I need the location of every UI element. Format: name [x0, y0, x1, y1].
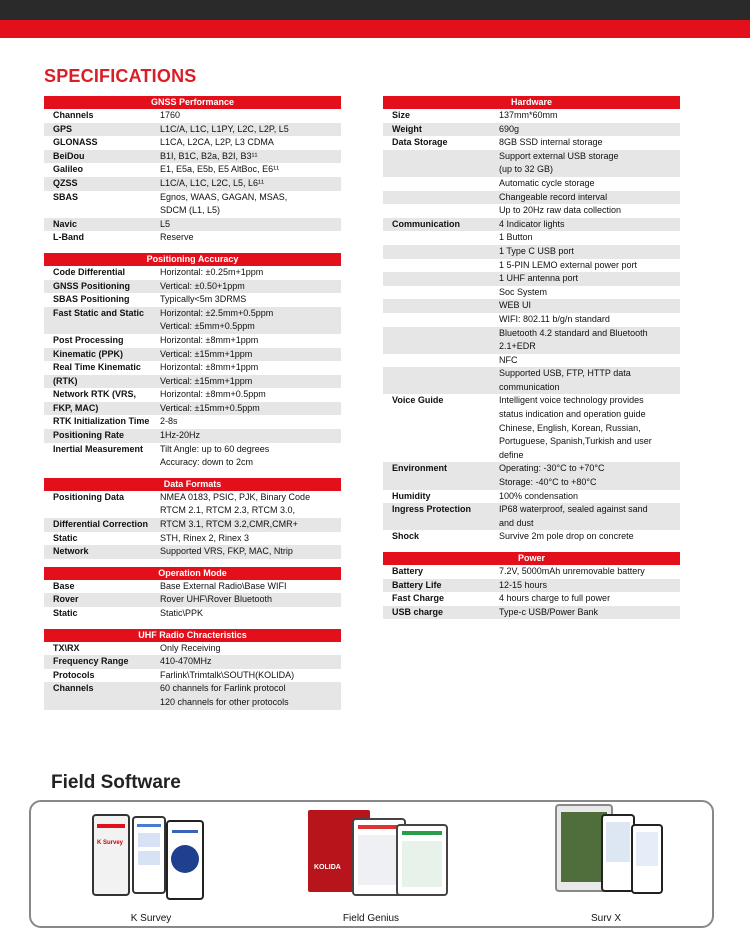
field-genius-label: Field Genius	[342, 913, 400, 924]
spec-row	[383, 136, 680, 150]
spec-key: Voice Guide	[392, 395, 444, 406]
spec-value-line: Horizontal: ±8mm+1ppm	[160, 362, 259, 373]
spec-section	[44, 478, 341, 559]
spec-value	[499, 245, 680, 259]
spec-row	[383, 606, 680, 620]
spec-value-line: 690g	[499, 123, 520, 134]
spec-value-line: Horizontal: ±8mm+1ppm	[160, 334, 259, 345]
spec-row	[44, 375, 341, 389]
surv-x-phone-2	[631, 824, 663, 894]
spec-key: RTK Initialization Time	[53, 416, 150, 427]
spec-value-line: Portuguese, Spanish,Turkish and user	[499, 436, 652, 447]
spec-value	[160, 415, 341, 429]
spec-row	[44, 402, 341, 416]
k-survey-phone-mid	[132, 816, 166, 894]
spec-value-line: Static\PPK	[160, 608, 204, 618]
spec-value-line: Storage: -40°C to +80°C	[499, 477, 597, 488]
spec-row	[44, 388, 341, 402]
spec-value-line: 12-15 hours	[499, 579, 548, 590]
spec-row	[44, 580, 341, 594]
spec-key	[383, 150, 499, 177]
spec-key: Ingress Protection	[392, 504, 472, 515]
spec-row	[383, 286, 680, 300]
spec-value-line: 2.1+EDR	[499, 341, 536, 352]
spec-value	[160, 191, 341, 218]
spec-value-line: and dust	[499, 517, 534, 528]
spec-row	[44, 218, 341, 232]
spec-value-line: L1CA, L2CA, L2P, L3 CDMA	[160, 137, 274, 148]
spec-value-line: 7.2V, 5000mAh unremovable battery	[499, 566, 645, 576]
spec-value	[160, 682, 341, 709]
spec-value	[499, 490, 680, 504]
spec-value	[499, 136, 680, 150]
spec-value	[160, 123, 341, 137]
spec-value-line: Horizontal: ±8mm+0.5ppm	[160, 389, 266, 400]
k-survey-logo: K Survey	[97, 840, 124, 846]
spec-key	[383, 327, 499, 354]
spec-value	[160, 177, 341, 191]
spec-value-line: 2-8s	[160, 416, 178, 427]
spec-value	[499, 354, 680, 368]
spec-row	[383, 245, 680, 259]
spec-section	[383, 552, 680, 619]
spec-value	[160, 231, 341, 245]
spec-value-line: 100% condensation	[499, 490, 579, 501]
spec-row	[383, 177, 680, 191]
spec-value	[499, 394, 680, 462]
field-software-title: Field Software	[51, 772, 181, 793]
spec-section	[383, 96, 680, 544]
surv-x-label: Surv X	[590, 913, 621, 924]
spec-value-line: Rover UHF\Rover Bluetooth	[160, 594, 273, 605]
k-survey-phone-back	[92, 814, 130, 896]
spec-key	[383, 245, 499, 259]
spec-value-line: L5	[160, 218, 171, 229]
spec-value	[160, 150, 341, 164]
surv-x-item	[531, 802, 681, 926]
field-genius-screen-2	[396, 824, 448, 896]
spec-value	[499, 123, 680, 137]
spec-key: Rover	[53, 594, 79, 605]
spec-row	[44, 293, 341, 307]
spec-value	[499, 462, 680, 489]
spec-value-line: RTCM 3.1, RTCM 3.2,CMR,CMR+	[160, 519, 298, 530]
spec-row	[383, 218, 680, 232]
spec-value-line: Supported USB, FTP, HTTP data	[499, 368, 631, 379]
spec-value	[499, 579, 680, 593]
spec-row	[44, 109, 341, 123]
spec-key: Inertial Measurement	[53, 443, 144, 454]
spec-value	[160, 443, 341, 470]
spec-value	[160, 136, 341, 150]
spec-key	[383, 177, 499, 191]
spec-value-line: (up to 32 GB)	[499, 164, 554, 175]
spec-value-line: 1760	[160, 110, 181, 120]
spec-value	[499, 259, 680, 273]
spec-value-line: RTCM 2.1, RTCM 2.3, RTCM 3.0,	[160, 505, 296, 516]
spec-value-line: L1C/A, L1C, L1PY, L2C, L2P, L5	[160, 123, 289, 134]
spec-key: Positioning Rate	[53, 430, 125, 441]
spec-key: Protocols	[53, 669, 95, 680]
spec-value	[499, 313, 680, 327]
spec-value-line: Survive 2m pole drop on concrete	[499, 531, 634, 542]
spec-value	[160, 545, 341, 559]
spec-key: Post Processing	[53, 334, 124, 345]
spec-key	[383, 313, 499, 327]
spec-value	[160, 429, 341, 443]
spec-value-line: WIFI: 802.11 b/g/n standard	[499, 313, 610, 324]
spec-key: Navic	[53, 218, 78, 229]
spec-value	[160, 593, 341, 607]
spec-key: GPS	[53, 123, 73, 134]
spec-key: Battery	[392, 566, 424, 576]
spec-value-line: NFC	[499, 354, 518, 365]
spec-value-line: Vertical: ±15mm+1ppm	[160, 348, 253, 359]
spec-value	[499, 367, 680, 394]
spec-row	[44, 429, 341, 443]
spec-value-line: Egnos, WAAS, GAGAN, MSAS,	[160, 191, 288, 202]
spec-value-line: 120 channels for other protocols	[160, 696, 289, 707]
spec-key: SBAS	[53, 191, 79, 202]
spec-row	[383, 299, 680, 313]
spec-value-line: 1 Type C USB port	[499, 245, 574, 256]
spec-value	[499, 565, 680, 579]
spec-value-line: Automatic cycle storage	[499, 177, 595, 188]
spec-value-line: Bluetooth 4.2 standard and Bluetooth	[499, 327, 648, 338]
spec-section	[44, 253, 341, 470]
spec-key: Channels	[53, 110, 94, 120]
spec-row	[44, 491, 341, 518]
spec-value-line: Intelligent voice technology provides	[499, 395, 644, 406]
spec-value	[499, 218, 680, 232]
spec-section	[44, 96, 341, 245]
spec-value	[499, 231, 680, 245]
spec-row	[383, 367, 680, 394]
spec-value-line: B1I, B1C, B2a, B2I, B3¹¹	[160, 150, 258, 161]
spec-value	[160, 307, 341, 334]
spec-row	[44, 150, 341, 164]
spec-value	[160, 109, 341, 123]
spec-row	[44, 655, 341, 669]
spec-value	[160, 402, 341, 416]
spec-key: Static	[53, 532, 78, 543]
spec-row	[383, 272, 680, 286]
spec-key: Galileo	[53, 164, 84, 175]
spec-value	[160, 293, 341, 307]
spec-value-line: status indication and operation guide	[499, 409, 646, 420]
spec-value-line: 4 Indicator lights	[499, 218, 565, 229]
spec-key	[383, 367, 499, 394]
spec-value-line: Vertical: ±15mm+1ppm	[160, 375, 253, 386]
spec-value-line: SDCM (L1, L5)	[160, 205, 221, 216]
spec-key: GNSS Positioning	[53, 280, 131, 291]
spec-value-line: Typically<5m 3DRMS	[160, 294, 247, 305]
spec-row	[44, 191, 341, 218]
spec-value-line: NMEA 0183, PSIC, PJK, Binary Code	[160, 491, 311, 502]
spec-value	[160, 491, 341, 518]
spec-key	[383, 354, 499, 368]
spec-value-line: Farlink\Trimtalk\SOUTH(KOLIDA)	[160, 669, 295, 680]
spec-value-line: Operating: -30°C to +70°C	[499, 463, 605, 474]
spec-row	[44, 443, 341, 470]
top-red-bar	[0, 20, 750, 38]
field-genius-item	[296, 802, 446, 926]
spec-row	[383, 259, 680, 273]
spec-row	[44, 518, 341, 532]
spec-value-line: IP68 waterproof, sealed against sand	[499, 504, 648, 515]
k-survey-label: K Survey	[130, 913, 172, 924]
spec-key: Weight	[392, 123, 422, 134]
spec-value	[499, 503, 680, 530]
spec-value-line: WEB UI	[499, 300, 532, 311]
section-heading: Hardware	[383, 96, 680, 109]
spec-key: USB charge	[392, 606, 444, 617]
spec-key: Differential Correction	[53, 519, 149, 530]
spec-value	[499, 286, 680, 300]
section-heading: GNSS Performance	[44, 96, 341, 109]
section-heading: UHF Radio Chracteristics	[44, 629, 341, 642]
spec-value	[499, 204, 680, 218]
spec-row	[44, 334, 341, 348]
spec-value-line: 137mm*60mm	[499, 110, 558, 120]
spec-value	[160, 655, 341, 669]
spec-key: Code Differential	[53, 266, 126, 277]
spec-key: Positioning Data	[53, 491, 125, 502]
spec-value-line: Horizontal: ±0.25m+1ppm	[160, 266, 264, 277]
spec-key	[383, 272, 499, 286]
spec-value-line: 1 UHF antenna port	[499, 273, 579, 284]
spec-key	[383, 286, 499, 300]
spec-value-line: Base External Radio\Base WIFI	[160, 580, 287, 591]
spec-row	[383, 462, 680, 489]
spec-row	[383, 530, 680, 544]
spec-row	[383, 231, 680, 245]
spec-value-line: L1C/A, L1C, L2C, L5, L6¹¹	[160, 177, 265, 188]
spec-key: Size	[392, 110, 411, 120]
spec-value	[499, 191, 680, 205]
spec-key: Data Storage	[392, 137, 448, 148]
spec-key: Humidity	[392, 490, 431, 501]
spec-key: Network RTK (VRS,	[53, 389, 137, 400]
spec-value	[160, 518, 341, 532]
spec-value-line: Chinese, English, Korean, Russian,	[499, 422, 641, 433]
spec-row	[383, 204, 680, 218]
spec-value-line: Reserve	[160, 232, 194, 243]
k-survey-phone-front	[166, 820, 204, 900]
spec-value-line: Soc System	[499, 286, 548, 297]
spec-key: Real Time Kinematic	[53, 362, 141, 373]
spec-key: Static	[53, 608, 78, 618]
spec-value	[499, 299, 680, 313]
spec-row	[44, 123, 341, 137]
spec-value	[499, 606, 680, 620]
spec-row	[44, 266, 341, 280]
spec-value-line: 1 5-PIN LEMO external power port	[499, 259, 638, 270]
spec-value	[160, 218, 341, 232]
spec-value	[160, 334, 341, 348]
spec-row	[383, 313, 680, 327]
spec-row	[383, 503, 680, 530]
section-heading: Operation Mode	[44, 567, 341, 580]
spec-value-line: 1Hz-20Hz	[160, 430, 201, 441]
spec-key: Communication	[392, 218, 461, 229]
spec-value	[499, 150, 680, 177]
spec-row	[44, 415, 341, 429]
spec-row	[383, 592, 680, 606]
spec-value	[160, 532, 341, 546]
spec-value-line: 4 hours charge to full power	[499, 593, 611, 604]
spec-value	[499, 177, 680, 191]
spec-value	[499, 327, 680, 354]
spec-row	[383, 191, 680, 205]
spec-value	[160, 280, 341, 294]
spec-key: Network	[53, 546, 89, 557]
spec-key: Battery Life	[392, 579, 442, 590]
spec-value-line: STH, Rinex 2, Rinex 3	[160, 532, 250, 543]
spec-value	[160, 375, 341, 389]
spec-key: Channels	[53, 683, 94, 694]
spec-row	[383, 394, 680, 462]
spec-row	[44, 163, 341, 177]
spec-value-line: Vertical: ±15mm+0.5ppm	[160, 402, 260, 413]
spec-value-line: E1, E5a, E5b, E5 AltBoc, E6¹¹	[160, 164, 280, 175]
spec-value-line: Support external USB storage	[499, 150, 619, 161]
spec-value-line: 410-470MHz	[160, 656, 212, 667]
spec-value	[160, 669, 341, 683]
spec-value-line: Accuracy: down to 2cm	[160, 457, 254, 468]
spec-value-line: 60 channels for Farlink protocol	[160, 683, 286, 694]
spec-row	[383, 150, 680, 177]
spec-value	[160, 361, 341, 375]
spec-key	[383, 191, 499, 205]
spec-row	[383, 579, 680, 593]
spec-row	[44, 307, 341, 334]
spec-key: BeiDou	[53, 150, 85, 161]
spec-value-line: communication	[499, 381, 560, 392]
spec-value	[499, 592, 680, 606]
spec-key: Base	[53, 580, 75, 591]
spec-value-line: Vertical: ±5mm+0.5ppm	[160, 321, 255, 332]
field-software-panel	[29, 800, 714, 928]
spec-value-line: Tilt Angle: up to 60 degrees	[160, 443, 270, 454]
spec-row	[383, 354, 680, 368]
spec-key: Fast Charge	[392, 593, 445, 604]
spec-value	[160, 580, 341, 594]
section-heading: Data Formats	[44, 478, 341, 491]
spec-row	[44, 177, 341, 191]
spec-row	[44, 682, 341, 709]
page-title: SPECIFICATIONS	[44, 66, 197, 86]
spec-value	[160, 163, 341, 177]
spec-value-line: Vertical: ±0.50+1ppm	[160, 280, 245, 291]
spec-value-line: Only Receiving	[160, 642, 221, 653]
spec-key	[383, 231, 499, 245]
spec-value	[160, 388, 341, 402]
spec-value-line: Horizontal: ±2.5mm+0.5ppm	[160, 307, 274, 318]
spec-value-line: define	[499, 449, 524, 460]
spec-key: L-Band	[53, 232, 84, 243]
section-heading: Positioning Accuracy	[44, 253, 341, 266]
spec-key: FKP, MAC)	[53, 402, 99, 413]
spec-value	[160, 607, 341, 621]
spec-key: Kinematic (PPK)	[53, 348, 124, 359]
spec-value	[160, 266, 341, 280]
spec-value	[499, 272, 680, 286]
spec-value-line: Supported VRS, FKP, MAC, Ntrip	[160, 546, 293, 557]
spec-section	[44, 567, 341, 621]
spec-row	[44, 136, 341, 150]
spec-row	[383, 490, 680, 504]
spec-key: SBAS Positioning	[53, 294, 130, 305]
spec-key	[383, 299, 499, 313]
spec-row	[44, 593, 341, 607]
spec-row	[44, 545, 341, 559]
spec-row	[44, 348, 341, 362]
spec-row	[44, 231, 341, 245]
spec-key: Fast Static and Static	[53, 307, 145, 318]
field-genius-logo: KOLIDA	[314, 864, 341, 871]
spec-value-line: Up to 20Hz raw data collection	[499, 205, 622, 216]
spec-value-line: 8GB SSD internal storage	[499, 137, 603, 148]
spec-row	[383, 327, 680, 354]
section-heading: Power	[383, 552, 680, 565]
spec-key: Frequency Range	[53, 656, 129, 667]
k-survey-item	[76, 802, 226, 926]
spec-key	[383, 204, 499, 218]
surv-x-phone-1	[601, 814, 635, 892]
top-dark-bar	[0, 0, 750, 20]
spec-section	[44, 629, 341, 710]
spec-row	[44, 361, 341, 375]
spec-value-line: 1 Button	[499, 232, 533, 243]
spec-row	[44, 669, 341, 683]
spec-value	[160, 348, 341, 362]
spec-key: Environment	[392, 463, 448, 474]
spec-value-line: Changeable record interval	[499, 191, 608, 202]
spec-value	[499, 530, 680, 544]
spec-key: QZSS	[53, 177, 78, 188]
spec-row	[44, 607, 341, 621]
spec-value	[160, 642, 341, 656]
spec-key: GLONASS	[53, 137, 98, 148]
right-spec-column	[383, 96, 680, 627]
spec-row	[383, 109, 680, 123]
spec-row	[383, 565, 680, 579]
spec-row	[44, 280, 341, 294]
spec-key: Shock	[392, 531, 420, 542]
spec-key: TX\RX	[53, 642, 80, 653]
spec-key	[383, 259, 499, 273]
spec-key: (RTK)	[53, 375, 78, 386]
left-spec-column	[44, 96, 341, 718]
spec-row	[44, 642, 341, 656]
spec-value	[499, 109, 680, 123]
spec-row	[44, 532, 341, 546]
spec-value-line: Type-c USB/Power Bank	[499, 606, 599, 617]
spec-row	[383, 123, 680, 137]
